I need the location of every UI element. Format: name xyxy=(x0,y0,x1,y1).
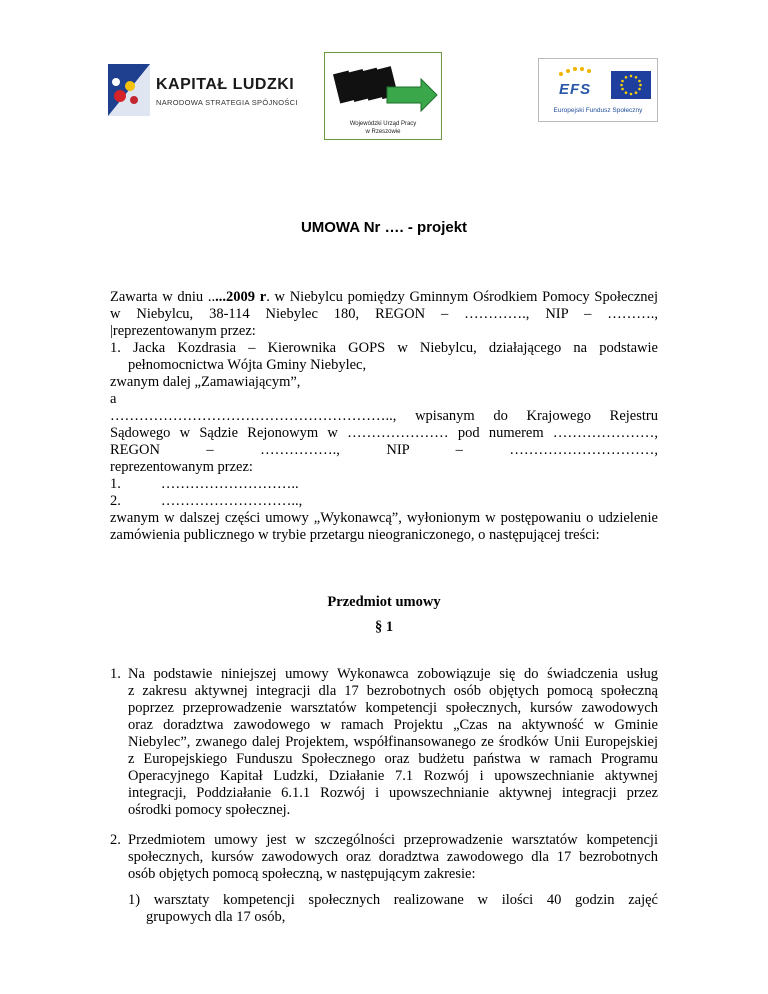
point-line: integracji, Poddziałanie 6.1.1 Rozwój i upowszechnianie aktywnej integracji przez xyxy=(128,785,658,801)
point-number: 2. xyxy=(110,832,121,848)
point-line: Przedmiotem umowy jest w szczególności przeprowadzenie warsztatów kompetencji xyxy=(128,832,658,848)
eu-flag-icon xyxy=(611,71,651,99)
point-line: Na podstawie niniejszej umowy Wykonawca zobowiązuje się do świadczenia usług xyxy=(128,666,658,682)
intro-line-8: ………………………………………………….., wpisanym do Krajowego Rejestru xyxy=(110,408,658,424)
efs-caption: Europejski Fundusz Społeczny xyxy=(553,107,643,114)
point-line: Niebylec”, zwanego dalej Projektem, współfinansowanego ze środków Unii Europejskiej xyxy=(128,734,658,750)
point-number: 1. xyxy=(110,666,121,682)
point-body xyxy=(128,832,658,883)
efs-stars-icon xyxy=(557,65,597,79)
list-number: 2. xyxy=(110,493,121,509)
point-body xyxy=(128,666,658,819)
representative-placeholder: ……………………….., xyxy=(160,493,303,509)
point-line: Operacyjnego Kapitał Ludzki, Działanie 7.1 Rozwój i upowszechnianie aktywnej xyxy=(128,768,658,784)
point-line: oraz doradztwa zawodowego w ramach Projektu „Czas na aktywność w Gminie xyxy=(128,717,658,733)
representative-placeholder: ……………………….. xyxy=(160,476,299,492)
intro-line-6: zwanym dalej „Zamawiającym”, xyxy=(110,374,301,390)
intro-line-13 xyxy=(110,493,658,510)
contract-date: ...2009 r xyxy=(215,289,267,305)
point-line: ośrodki pomocy społecznej. xyxy=(128,802,291,818)
subpoint-1 xyxy=(128,892,658,926)
kapital-ludzki-name: KAPITAŁ LUDZKI xyxy=(156,76,295,93)
point-line: z Europejskiego Funduszu Społecznego oraz budżetu państwa w ramach Programu xyxy=(128,751,658,767)
efs-mark: EFS xyxy=(559,81,592,98)
document-title: UMOWA Nr …. - projekt xyxy=(300,219,468,236)
intro-line-10: REGON – ……………., NIP – …………………………, xyxy=(110,442,658,458)
wup-name-line1: Wojewódzki Urząd Pracy xyxy=(349,121,417,127)
intro-line-9: Sądowego w Sądzie Rejonowym w ………………… pod numerem …………………, xyxy=(110,425,658,441)
clause-point-2 xyxy=(110,832,658,883)
intro-line-2: w Niebylcu, 38-114 Niebylec 180, REGON – …………., NIP – ………., xyxy=(110,306,658,322)
intro-line-11: reprezentowanym przez: xyxy=(110,459,253,475)
contract-parties xyxy=(110,289,658,544)
intro-line-5: pełnomocnictwa Wójta Gminy Niebylec, xyxy=(128,357,367,373)
intro-line-7: a xyxy=(110,391,117,407)
intro-text: Zawarta w dniu .. xyxy=(110,289,216,305)
point-line: poprzez przeprowadzenie warsztatów kompetencji społecznych, kursów zawodowych xyxy=(128,700,658,716)
kapital-ludzki-emblem-icon xyxy=(104,60,154,120)
efs-logo xyxy=(538,58,658,122)
wup-name-line2: w Rzeszowie xyxy=(365,129,401,135)
wup-logo xyxy=(324,52,442,140)
intro-line-4: 1. Jacka Kozdrasia – Kierownika GOPS w Niebylcu, działającego na podstawie xyxy=(110,340,658,356)
paragraph-number: § 1 xyxy=(374,619,394,635)
list-number: 1. xyxy=(110,476,121,492)
kapital-ludzki-subtitle: NARODOWA STRATEGIA SPÓJNOŚCI xyxy=(156,98,298,107)
subpoint-body xyxy=(128,892,658,926)
kapital-ludzki-logo xyxy=(104,60,304,120)
intro-line-12 xyxy=(110,476,658,493)
point-line: z zakresu aktywnej integracji dla 17 bezrobotnych osób objętych pomocą społeczną xyxy=(128,683,658,699)
intro-line-1 xyxy=(110,289,658,306)
subpoint-line: 1) warsztaty kompetencji społecznych realizowane w ilości 40 godzin zajęć xyxy=(128,892,658,908)
intro-line-15: zamówienia publicznego w trybie przetargu nieograniczonego, o następującej treści: xyxy=(110,527,600,543)
intro-line-14: zwanym w dalszej części umowy „Wykonawcą”, wyłonionym w postępowaniu o udzielenie xyxy=(110,510,658,526)
intro-text: . w Niebylcu pomiędzy Gminnym Ośrodkiem Pomocy Społecznej xyxy=(266,289,658,305)
subpoint-line: grupowych dla 17 osób, xyxy=(146,909,286,925)
intro-line-3: |reprezentowanym przez: xyxy=(110,323,256,339)
point-line: społecznych, kursów zawodowych oraz doradztwa zawodowego dla 17 bezrobotnych xyxy=(128,849,658,865)
point-line: osób objętych pomocą społeczną, w następującym zakresie: xyxy=(128,866,476,882)
wup-emblem-icon xyxy=(325,57,441,119)
section-heading: Przedmiot umowy xyxy=(327,594,441,610)
clause-point-1 xyxy=(110,666,658,819)
header-logos xyxy=(0,52,768,142)
